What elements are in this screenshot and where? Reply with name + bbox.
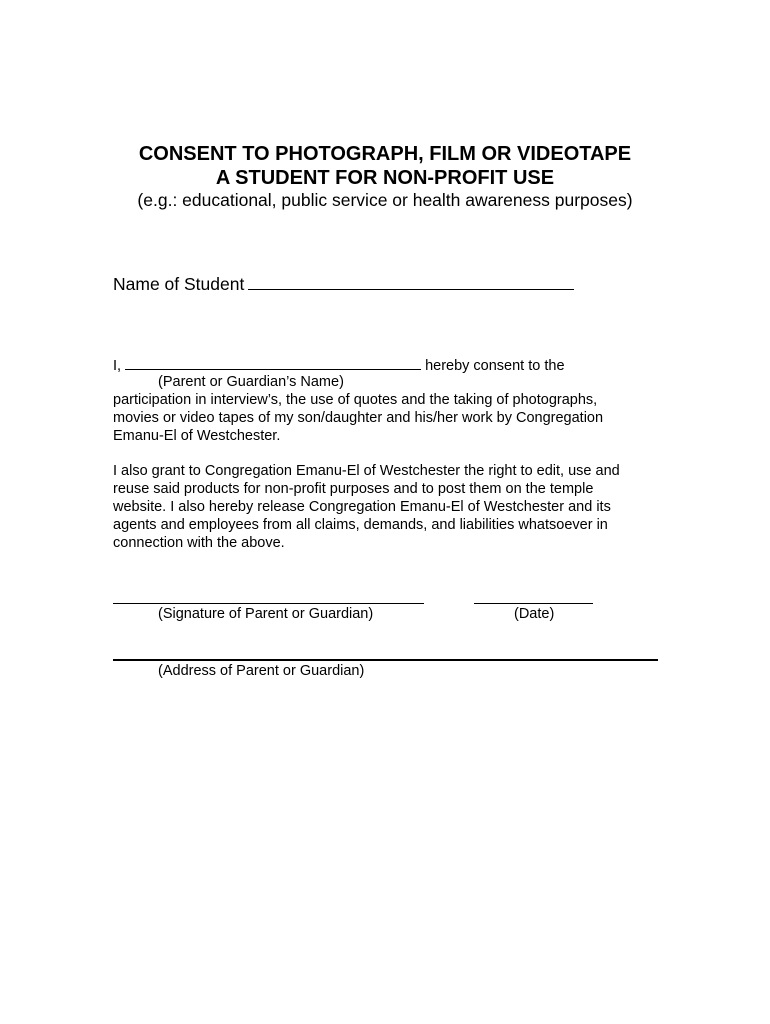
grant-line: agents and employees from all claims, demands, and liabilities whatsoever in: [113, 517, 608, 533]
consent-line: movies or video tapes of my son/daughter and his/her work by Congregation: [113, 410, 604, 426]
date-field[interactable]: [474, 603, 593, 604]
consent-line: Emanu-El of Westchester.: [113, 428, 281, 444]
grant-line: I also grant to Congregation Emanu-El of Westchester the right to edit, use and: [113, 463, 620, 479]
consent-prefix: I,: [113, 358, 122, 374]
student-name-row: [113, 271, 574, 295]
form-title-line1: CONSENT TO PHOTOGRAPH, FILM OR VIDEOTAPE: [138, 143, 632, 165]
consent-paragraph: [113, 391, 658, 445]
consent-row: [113, 355, 565, 375]
consent-line: participation in interview’s, the use of quotes and the taking of photographs,: [113, 392, 598, 408]
grant-line: connection with the above.: [113, 535, 285, 551]
grant-line: reuse said products for non-profit purposes and to post them on the temple: [113, 481, 594, 497]
address-caption: (Address of Parent or Guardian): [158, 663, 365, 679]
parent-name-caption: (Parent or Guardian’s Name): [158, 374, 344, 390]
signature-caption: (Signature of Parent or Guardian): [158, 606, 374, 622]
form-subtitle: (e.g.: educational, public service or health awareness purposes): [137, 190, 633, 210]
form-title-line2: A STUDENT FOR NON-PROFIT USE: [215, 167, 555, 189]
grant-paragraph: [113, 462, 658, 552]
student-name-label: Name of Student: [113, 274, 245, 294]
parent-name-field[interactable]: [125, 355, 421, 370]
address-field[interactable]: [113, 659, 658, 661]
signature-field[interactable]: [113, 603, 424, 604]
student-name-field[interactable]: [248, 271, 574, 290]
grant-line: website. I also hereby release Congregation Emanu-El of Westchester and its: [113, 499, 611, 515]
consent-suffix: hereby consent to the: [425, 358, 565, 374]
date-caption: (Date): [514, 606, 555, 622]
